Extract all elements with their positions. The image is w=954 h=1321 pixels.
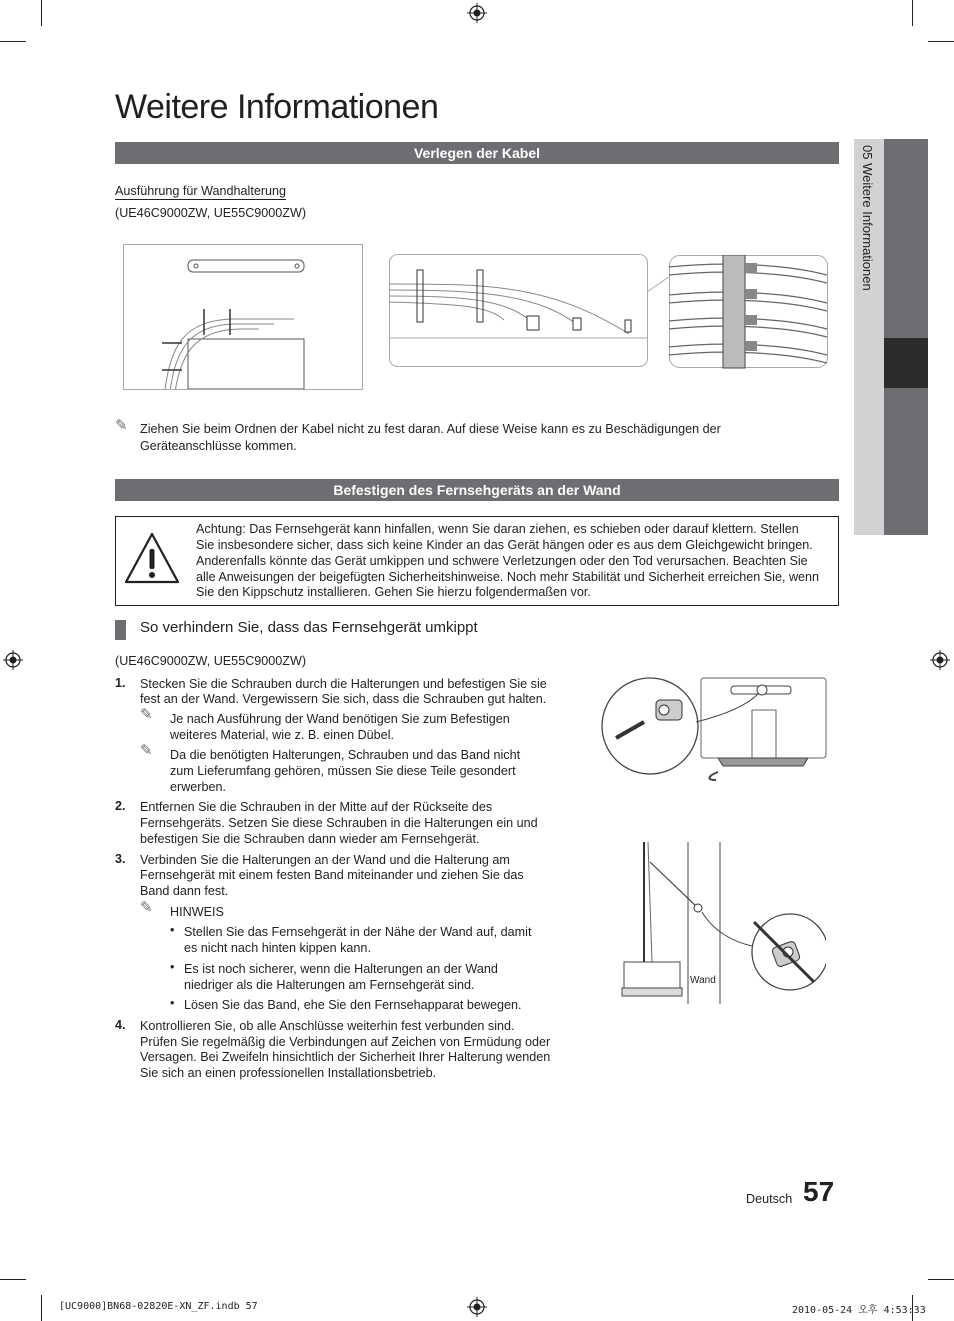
footer-date: 2010-05-24 오후 4:53:33 <box>792 1305 926 1316</box>
registration-mark-icon <box>930 650 950 670</box>
step-number: 1. <box>115 676 126 690</box>
step-number: 4. <box>115 1018 126 1032</box>
step-note-line: erwerben. <box>170 780 227 794</box>
hinweis-line: Stellen Sie das Fernsehgerät in der Nähe der Wand auf, damit <box>184 925 532 939</box>
step-line: Fernsehgeräts. Setzen Sie diese Schrauben in die Halterungen ein und <box>140 816 538 830</box>
step-line: Stecken Sie die Schrauben durch die Halterungen und befestigen Sie sie <box>140 677 547 691</box>
model-numbers: (UE46C9000ZW, UE55C9000ZW) <box>115 206 307 220</box>
model-numbers: (UE46C9000ZW, UE55C9000ZW) <box>115 654 307 668</box>
figure-cable-clamps <box>389 254 649 368</box>
registration-mark-icon <box>467 1297 487 1317</box>
step-line: Kontrollieren Sie, ob alle Anschlüsse weiterhin fest verbunden sind. <box>140 1019 515 1033</box>
warning-line: Anderenfalls könnte das Gerät umkippen und schwere Verletzungen oder den Tod verursachen. Beachten Sie <box>196 554 808 568</box>
warning-line: Sie den Kippschutz installieren. Gehen Sie hierzu folgendermaßen vor. <box>196 585 591 599</box>
footer-file: [UC9000]BN68-02820E-XN_ZF.indb 57 <box>59 1301 258 1312</box>
crop-mark <box>41 1295 42 1321</box>
bullet-icon: • <box>170 960 175 974</box>
bullet-icon: • <box>170 996 175 1010</box>
warning-line: alle Anweisungen der beigefügten Sicherheitshinweise. Noch mehr Stabilität und Sicherheit erreichen Sie, wenn <box>196 570 820 584</box>
crop-mark <box>41 0 42 26</box>
crop-mark <box>0 1279 26 1280</box>
step-line: Verbinden Sie die Halterungen an der Wand und die Halterung am <box>140 853 510 867</box>
step-number: 2. <box>115 799 126 813</box>
figure-side-strap <box>614 842 826 1004</box>
registration-mark-icon <box>467 3 487 23</box>
subheading-marker <box>115 620 126 640</box>
cable-note-line1: Ziehen Sie beim Ordnen der Kabel nicht zu fest daran. Auf diese Weise kann es zu Beschädigungen der <box>140 422 721 436</box>
figure-tv-back-cables <box>123 244 363 390</box>
step-line: fest an der Wand. Vergewissern Sie sich, dass die Schrauben gut halten. <box>140 692 547 706</box>
pencil-note-icon: ✎ <box>140 742 153 759</box>
step-line: Versagen. Bei Zweifeln hinsichtlich der Sicherheit Ihrer Halterung wenden <box>140 1050 551 1064</box>
step-line: befestigen Sie die Schrauben dann wieder am Fernsehgerät. <box>140 832 480 846</box>
figure-clip-detail <box>669 255 829 369</box>
side-tab-dark <box>884 139 928 535</box>
step-note-line: Je nach Ausführung der Wand benötigen Sie zum Befestigen <box>170 712 510 726</box>
wall-label: Wand <box>690 975 716 986</box>
step-note-line: weiteres Material, wie z. B. einen Dübel. <box>170 728 394 742</box>
warning-label: Achtung <box>196 522 243 536</box>
hinweis-line: es nicht nach hinten kippen kann. <box>184 941 371 955</box>
crop-mark <box>912 0 913 26</box>
hinweis-line: Es ist noch sicherer, wenn die Halterungen an der Wand <box>184 962 498 976</box>
step-note-line: zum Lieferumfang gehören, müssen Sie diese Teile gesondert <box>170 764 516 778</box>
side-tab-label: 05 Weitere Informationen <box>860 145 875 291</box>
pencil-note-icon: ✎ <box>115 417 128 434</box>
page-title: Weitere Informationen <box>115 88 439 126</box>
hinweis-line: Lösen Sie das Band, ehe Sie den Fernsehapparat bewegen. <box>184 998 522 1012</box>
step-note-line: Da die benötigten Halterungen, Schrauben und das Band nicht <box>170 748 521 762</box>
hinweis-label: HINWEIS <box>170 905 224 919</box>
warning-line: Sie insbesondere sicher, dass sich keine Kinder an das Gerät hängen oder es aus dem Gleichgewicht bringen. <box>196 538 813 552</box>
page-language: Deutsch <box>746 1192 793 1206</box>
crop-mark <box>928 41 954 42</box>
step-line: Band dann fest. <box>140 884 229 898</box>
step-line: Sie sich an einen professionellen Installationsbetrieb. <box>140 1066 437 1080</box>
side-tab-active-marker <box>884 338 928 388</box>
step-line: Entfernen Sie die Schrauben in der Mitte auf der Rückseite des <box>140 800 493 814</box>
subheading-wall-mount: Ausführung für Wandhalterung <box>115 184 287 198</box>
figure-bracket-screw <box>598 674 830 784</box>
step-line: Fernsehgerät mit einem festen Band miteinander und ziehen Sie das <box>140 868 524 882</box>
pencil-note-icon: ✎ <box>140 899 153 916</box>
subheading-tip-prevention: So verhindern Sie, dass das Fernsehgerät umkippt <box>140 619 478 636</box>
page-number: 57 <box>803 1176 835 1207</box>
crop-mark <box>928 1279 954 1280</box>
registration-mark-icon <box>3 650 23 670</box>
warning-line: : Das Fernsehgerät kann hinfallen, wenn Sie daran ziehen, es schieben oder darauf klettern. Stellen <box>242 522 799 536</box>
section-header-wall: Befestigen des Fernsehgeräts an der Wand <box>115 479 839 501</box>
cable-note-line2: Geräteanschlüsse kommen. <box>140 439 297 453</box>
warning-triangle-icon <box>123 531 181 585</box>
pencil-note-icon: ✎ <box>140 706 153 723</box>
step-line: Prüfen Sie regelmäßig die Verbindungen auf Zeichen von Ermüdung oder <box>140 1035 551 1049</box>
crop-mark <box>0 41 26 42</box>
hinweis-line: niedriger als die Halterungen am Fernsehgerät sind. <box>184 978 475 992</box>
section-header-cable: Verlegen der Kabel <box>115 142 839 164</box>
bullet-icon: • <box>170 923 175 937</box>
step-number: 3. <box>115 852 126 866</box>
